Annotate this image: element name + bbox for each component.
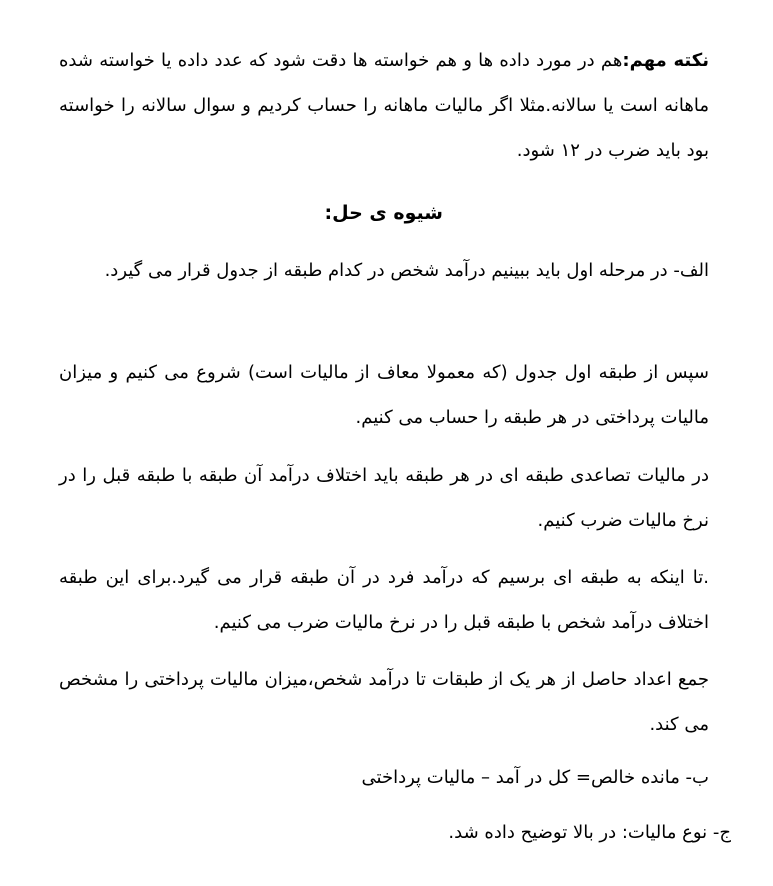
important-note-text: هم در مورد داده ها و هم خواسته ها دقت شود که عدد داده یا خواسته شده ماهانه است یا سالانه.مثلا اگر مالیات ماهانه را حساب کردیم و سوال سالانه را خواسته بود باید ضرب در ۱۲ شود.	[59, 50, 709, 161]
step-start-paragraph: سپس از طبقه اول جدول (که معمولا معاف از مالیات است) شروع می کنیم و میزان مالیات پرداختی در هر طبقه را حساب می کنیم.	[59, 362, 709, 428]
progressive-tax-paragraph: در مالیات تصاعدی طبقه ای در هر طبقه باید اختلاف درآمد آن طبقه با طبقه قبل را در نرخ مالیات ضرب کنیم.	[59, 465, 709, 531]
step-alef-paragraph: الف- در مرحله اول باید ببینیم درآمد شخص در کدام طبقه از جدول قرار می گیرد.	[104, 260, 709, 281]
final-bracket-paragraph: .تا اینکه به طبقه ای برسیم که درآمد فرد در آن طبقه قرار می گیرد.برای این طبقه اختلاف درآمد شخص با طبقه قبل را در نرخ مالیات ضرب می کنیم.	[59, 567, 709, 633]
sum-paragraph: جمع اعداد حاصل از هر یک از طبقات تا درآمد شخص،میزان مالیات پرداختی را مشخص می کند.	[59, 669, 709, 735]
important-note-paragraph	[59, 38, 709, 173]
important-note-label: نکته مهم:	[622, 50, 710, 71]
step-jim-line: ج- نوع مالیات: در بالا توضیح داده شد.	[448, 822, 731, 843]
solution-method-heading: شیوه ی حل:	[324, 202, 443, 224]
step-be-line: ب- مانده خالص= کل در آمد – مالیات پرداختی	[361, 767, 709, 788]
